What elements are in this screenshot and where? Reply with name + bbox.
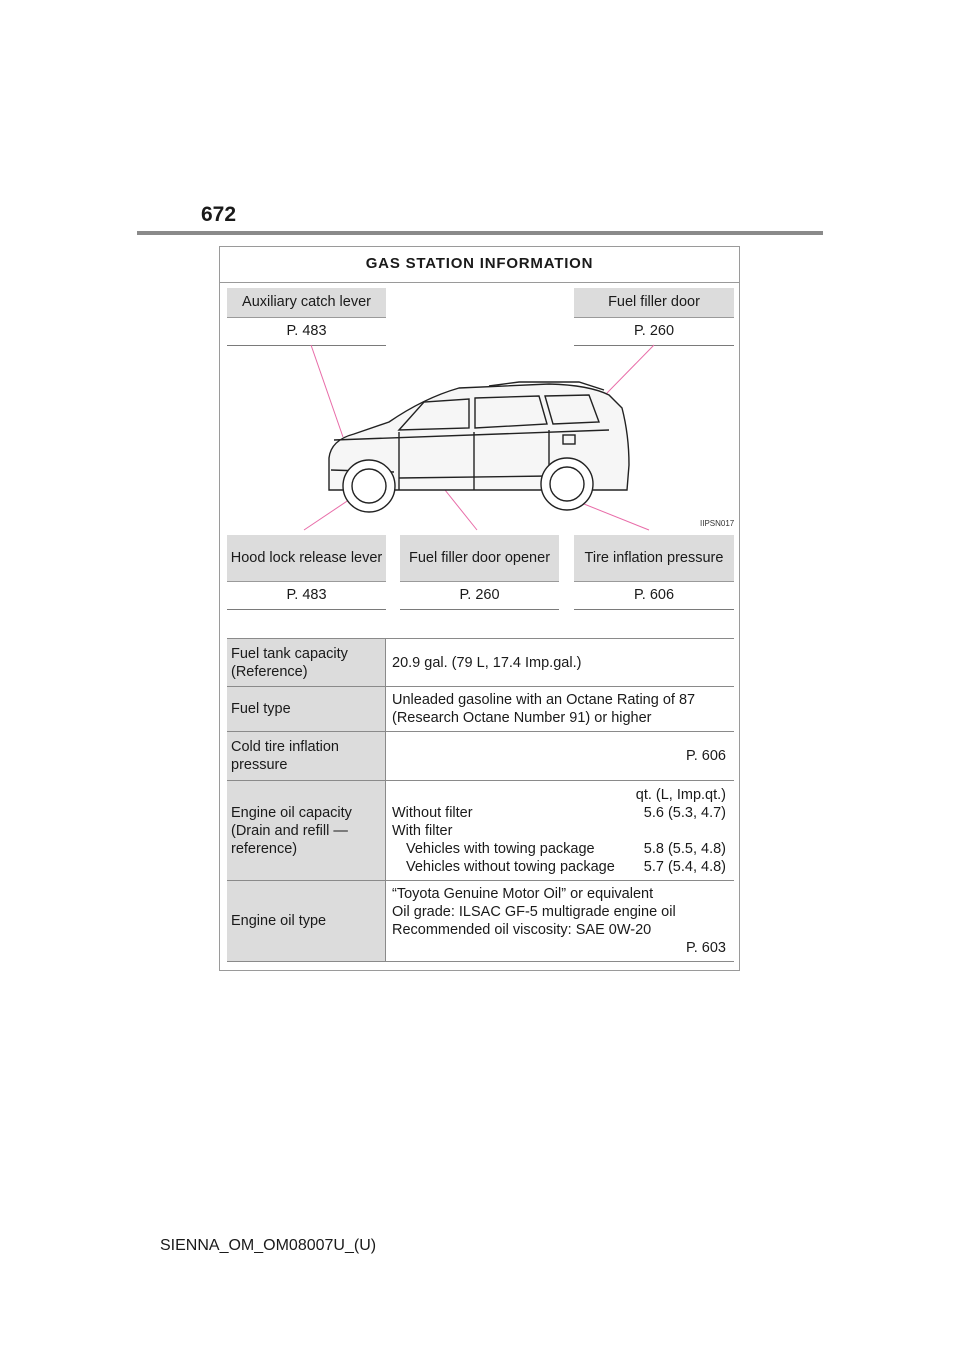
fuel-type-label: Fuel type bbox=[227, 687, 385, 731]
tire-inflation-pressure-label: Tire inflation pressure bbox=[574, 535, 734, 582]
page-number: 672 bbox=[201, 203, 237, 226]
towing-value: 5.8 (5.5, 4.8) bbox=[643, 840, 726, 857]
oil-type-line3: Recommended oil viscosity: SAE 0W-20 bbox=[392, 922, 652, 938]
fuel-filler-door-opener-label: Fuel filler door opener bbox=[400, 535, 559, 582]
fuel-tank-value: 20.9 gal. (79 L, 17.4 Imp.gal.) bbox=[385, 639, 734, 686]
oil-type-ref[interactable]: P. 603 bbox=[685, 940, 726, 956]
cold-tire-label: Cold tire inflation pressure bbox=[227, 732, 385, 780]
no-towing-label: Vehicles without towing package bbox=[406, 858, 615, 875]
oil-type-line1: “Toyota Genuine Motor Oil” or equivalent bbox=[392, 886, 654, 902]
header-rule bbox=[137, 231, 823, 235]
auxiliary-catch-lever-label: Auxiliary catch lever bbox=[227, 288, 386, 318]
hood-lock-release-ref[interactable]: P. 483 bbox=[227, 582, 386, 610]
rear-wheel bbox=[541, 458, 593, 510]
document-code: SIENNA_OM_OM08007U_(U) bbox=[160, 1237, 377, 1254]
minivan-illustration bbox=[219, 340, 740, 535]
no-towing-value: 5.7 (5.4, 4.8) bbox=[643, 858, 726, 875]
oil-unit-header: qt. (L, Imp.qt.) bbox=[635, 786, 726, 803]
table-row bbox=[227, 881, 734, 962]
panel-title: GAS STATION INFORMATION bbox=[220, 247, 739, 283]
table-row bbox=[227, 687, 734, 732]
fuel-type-value bbox=[385, 687, 734, 731]
without-filter-value: 5.6 (5.3, 4.7) bbox=[643, 804, 726, 821]
table-row bbox=[227, 781, 734, 881]
hood-lock-release-label: Hood lock release lever bbox=[227, 535, 386, 582]
figure-code: IIPSN017 bbox=[700, 519, 735, 528]
cold-tire-ref[interactable]: P. 606 bbox=[385, 732, 734, 780]
fuel-filler-door-ref[interactable]: P. 260 bbox=[574, 318, 734, 346]
fuel-type-line2: (Research Octane Number 91) or higher bbox=[392, 710, 652, 726]
spec-table bbox=[227, 638, 734, 962]
engine-oil-capacity-label: Engine oil capacity (Drain and refill — reference) bbox=[227, 781, 385, 880]
towing-label: Vehicles with towing package bbox=[406, 840, 595, 857]
fuel-filler-door-label: Fuel filler door bbox=[574, 288, 734, 318]
table-row bbox=[227, 732, 734, 781]
engine-oil-type-label: Engine oil type bbox=[227, 881, 385, 961]
auxiliary-catch-lever-ref[interactable]: P. 483 bbox=[227, 318, 386, 346]
fuel-tank-label: Fuel tank capacity (Reference) bbox=[227, 639, 385, 686]
fuel-filler-door-opener-ref[interactable]: P. 260 bbox=[400, 582, 559, 610]
table-row bbox=[227, 639, 734, 687]
fuel-type-line1: Unleaded gasoline with an Octane Rating of 87 bbox=[392, 692, 696, 708]
without-filter-label: Without filter bbox=[392, 804, 473, 821]
engine-oil-type-value bbox=[385, 881, 734, 961]
with-filter-label: With filter bbox=[392, 822, 453, 839]
tire-inflation-pressure-ref[interactable]: P. 606 bbox=[574, 582, 734, 610]
front-wheel bbox=[343, 460, 395, 512]
oil-type-line2: Oil grade: ILSAC GF-5 multigrade engine oil bbox=[392, 904, 676, 920]
engine-oil-capacity-value bbox=[385, 781, 734, 880]
